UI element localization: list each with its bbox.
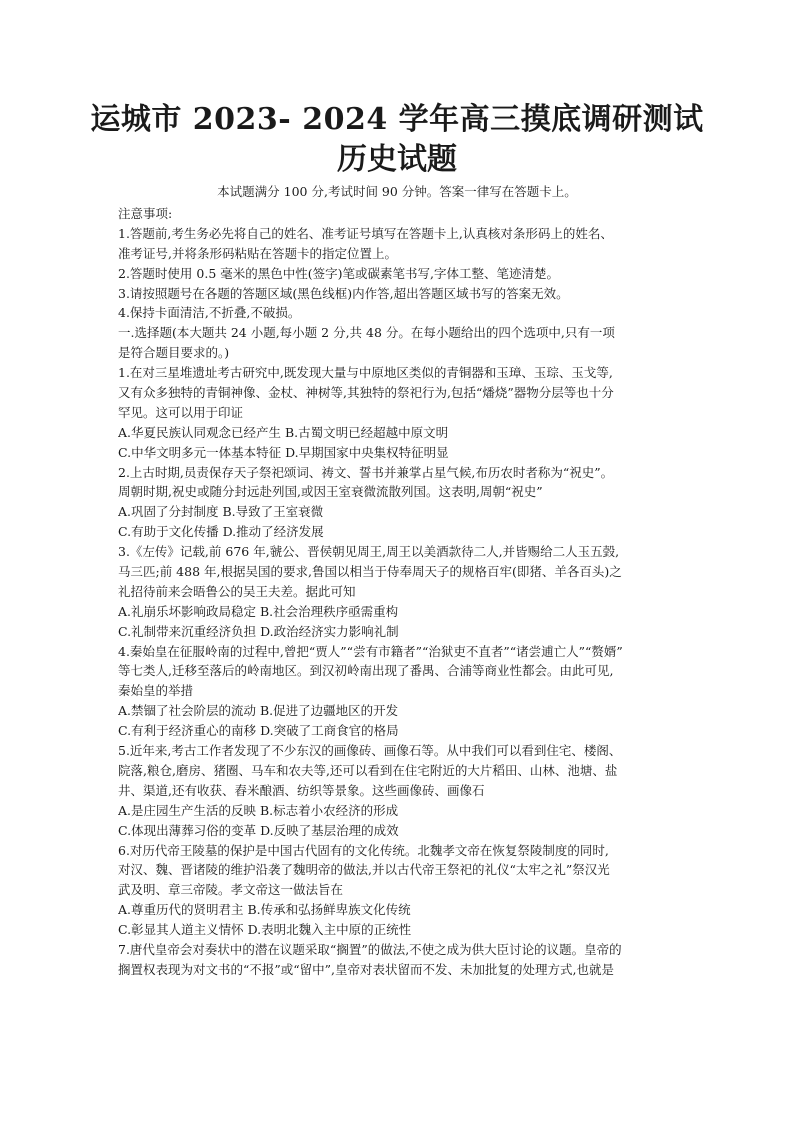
- text-line: 井、渠道,还有收获、舂米酿酒、纺织等景象。这些画像砖、画像石: [118, 782, 485, 798]
- text-line: C.体现出薄葬习俗的变革 D.反映了基层治理的成效: [118, 822, 399, 838]
- text-line: 周朝时期,祝史或随分封远赴列国,或因王室衰微流散列国。这表明,周朝“祝史”: [118, 484, 543, 500]
- text-line: 1.在对三星堆遗址考古研究中,既发现大量与中原地区类似的青铜器和玉璋、玉琮、玉戈等,: [118, 365, 613, 381]
- text-line: 4.保持卡面清洁,不折叠,不破损。: [118, 305, 301, 321]
- text-line: 4.秦始皇在征服岭南的过程中,曾把“贾人”“尝有市籍者”“治狱吏不直者”“诸尝逋亡人”“赘婿”: [118, 643, 623, 659]
- text-line: C.有助于文化传播 D.推动了经济发展: [118, 524, 324, 540]
- text-line: 准考证号,并将条形码粘贴在答题卡的指定位置上。: [118, 245, 397, 261]
- text-line: 院落,粮仓,磨房、猪圈、马车和农夫等,还可以看到在住宅附近的大片稻田、山林、池塘、盐: [118, 762, 618, 778]
- text-line: 3.《左传》记载,前 676 年,虢公、晋侯朝见周王,周王以美酒款待二人,并皆赐给二人玉五瑴,: [118, 544, 620, 560]
- text-line: 搁置权表现为对文书的“不报”或“留中”,皇帝对表状留而不发、未加批复的处理方式,也就是: [118, 961, 615, 977]
- exam-note: 本试题满分 100 分,考试时间 90 分钟。答案一律写在答题卡上。: [217, 184, 577, 199]
- text-line: 2.答题时使用 0.5 毫米的黑色中性(签字)笔或碳素笔书写,字体工整、笔迹清楚。: [118, 265, 559, 281]
- text-line: A.是庄园生产生活的反映 B.标志着小农经济的形成: [118, 802, 399, 818]
- text-line: C.有利于经济重心的南移 D.突破了工商食官的格局: [118, 723, 399, 739]
- exam-body: [118, 204, 688, 980]
- text-line: C.中华文明多元一体基本特征 D.早期国家中央集权特征明显: [118, 444, 449, 460]
- text-line: 是符合题目要求的。): [118, 345, 230, 361]
- text-line: 等七类人,迁移至落后的岭南地区。到汉初岭南出现了番禺、合浦等商业性都会。由此可见,: [118, 663, 614, 679]
- page-title: 运城市 2023- 2024 学年高三摸底调研测试: [90, 102, 704, 137]
- text-line: 3.请按照题号在各题的答题区域(黑色线框)内作答,超出答题区域书写的答案无效。: [118, 285, 569, 301]
- text-line: 罕见。这可以用于印证: [118, 404, 244, 420]
- text-line: C.礼制带来沉重经济负担 D.政治经济实力影响礼制: [118, 623, 399, 639]
- text-line: 2.上古时期,员责保存天子祭祀颂词、祷文、誓书并兼掌占星气候,布历农时者称为“祝史”。: [118, 464, 614, 480]
- text-line: A.禁锢了社会阶层的流动 B.促进了边疆地区的开发: [118, 703, 399, 719]
- text-line: 马三匹;前 488 年,根据吴国的要求,鲁国以相当于侍奉周天子的规格百牢(即猪、羊各百头)之: [118, 564, 622, 580]
- text-line: A.巩固了分封制度 B.导致了王室衰微: [118, 504, 324, 520]
- text-line: 7.唐代皇帝会对奏状中的潜在议题采取“搁置”的做法,不使之成为供大臣讨论的议题。皇帝的: [118, 941, 622, 957]
- text-line: 5.近年来,考古工作者发现了不少东汉的画像砖、画像石等。从中我们可以看到住宅、楼阁、: [118, 743, 622, 759]
- text-line: 对汉、魏、晋诸陵的维护沿袭了魏明帝的做法,并以古代帝王祭祀的礼仪“太牢之礼”祭汉光: [118, 862, 610, 878]
- text-line: 注意事项:: [118, 206, 173, 221]
- text-line: 礼招待前来会晤鲁公的吴王夫差。据此可知: [118, 583, 356, 599]
- text-line: C.彰显其人道主义情怀 D.表明北魏入主中原的正统性: [118, 922, 412, 938]
- text-line: 秦始皇的举措: [118, 683, 194, 699]
- text-line: 1.答题前,考生务必先将自己的姓名、准考证号填写在答题卡上,认真核对条形码上的姓名、: [118, 225, 613, 241]
- text-line: 6.对历代帝王陵墓的保护是中国古代固有的文化传统。北魏孝文帝在恢复祭陵制度的同时,: [118, 842, 609, 858]
- text-line: 又有众多独特的青铜神像、金杖、神树等,其独特的祭祀行为,包括“燔烧”器物分层等也十分: [118, 385, 614, 401]
- text-line: 武及明、章三帝陵。孝文帝这一做法旨在: [118, 882, 344, 898]
- text-line: A.礼崩乐坏影响政局稳定 B.社会治理秩序亟需重构: [118, 603, 399, 619]
- text-line: A.华夏民族认同观念已经产生 B.古蜀文明已经超越中原文明: [118, 424, 449, 440]
- text-line: 一.选择题(本大题共 24 小题,每小题 2 分,共 48 分。在每小题给出的四个选项中,只有一项: [118, 325, 615, 341]
- text-line: A.尊重历代的贤明君主 B.传承和弘扬鲜卑族文化传统: [118, 902, 411, 918]
- page-subtitle: 历史试题: [337, 142, 457, 177]
